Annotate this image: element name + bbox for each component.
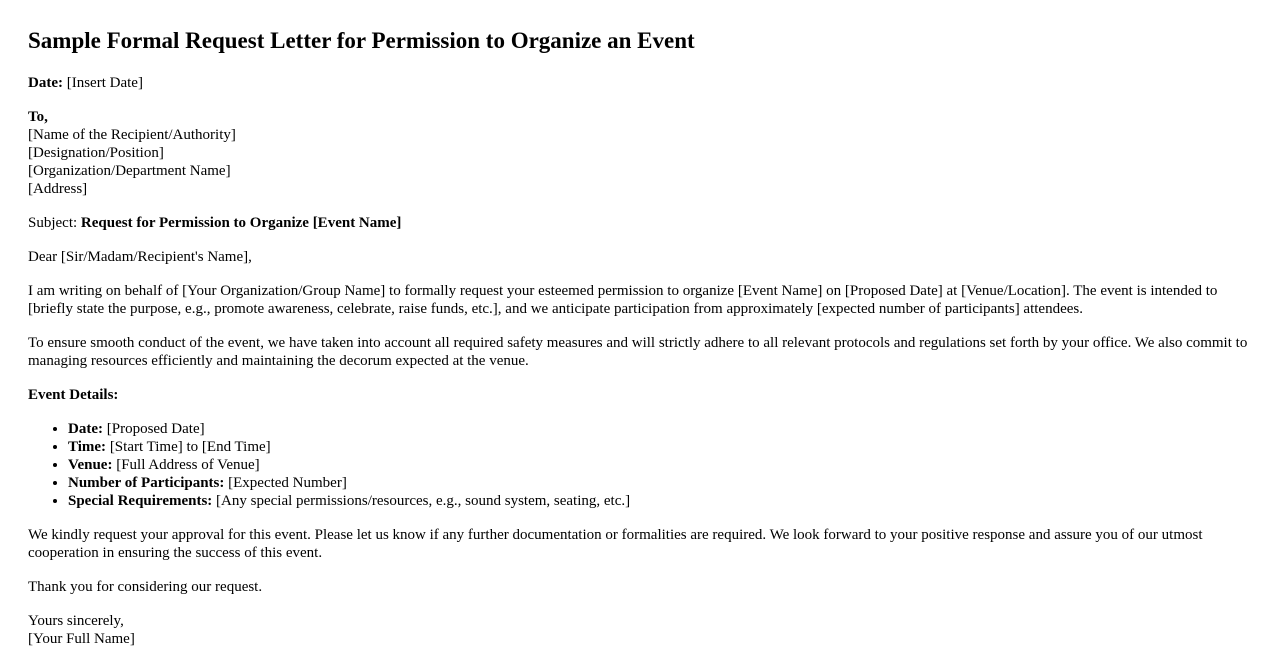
list-item [68,456,1250,474]
recipient-label: To, [28,109,48,125]
closing-paragraph-1: We kindly request your approval for this event. Please let us know if any further documentation or formalities are required. We look forward to your positive response and assure you of our utmost cooperation in ensuring the success of this event. [28,527,1203,561]
date-line [28,74,1250,92]
body-paragraph-2: To ensure smooth conduct of the event, we have taken into account all required safety measures and will strictly adhere to all relevant protocols and regulations set forth by your office. We also commit to managing resources efficiently and maintaining the decorum expected at the venue. [28,335,1248,369]
subject-label: Subject: [28,215,78,231]
event-details-heading [28,386,1250,404]
recipient-block [28,108,1250,198]
detail-value: [Proposed Date] [106,421,205,437]
detail-value: [Full Address of Venue] [116,457,260,473]
recipient-address: [Address] [28,181,88,197]
date-label: Date: [28,75,63,91]
detail-value: [Any special permissions/resources, e.g., sound system, seating, etc.] [216,493,631,509]
detail-label: Date: [68,421,103,437]
detail-label: Time: [68,439,107,455]
recipient-name: [Name of the Recipient/Authority] [28,127,236,143]
subject-line [28,214,1250,232]
closing-paragraph-2: Thank you for considering our request. [28,579,263,595]
detail-label: Venue: [68,457,113,473]
event-details-heading-text: Event Details: [28,387,119,403]
signoff-line: Yours sincerely, [28,613,124,629]
detail-label: Number of Participants: [68,475,225,491]
signoff-name: [Your Full Name] [28,631,135,647]
recipient-organization: [Organization/Department Name] [28,163,231,179]
detail-value: [Expected Number] [228,475,347,491]
subject-value: Request for Permission to Organize [Event Name] [80,215,402,231]
list-item [68,474,1250,492]
salutation: Dear [Sir/Madam/Recipient's Name], [28,249,252,265]
event-details-list [28,420,1250,510]
recipient-designation: [Designation/Position] [28,145,164,161]
list-item [68,492,1250,510]
body-paragraph-1: I am writing on behalf of [Your Organization/Group Name] to formally request your esteemed permission to organize [Event Name] on [Proposed Date] at [Venue/Location]. The event is intended to [briefly state the purpose, e.g., promote awareness, celebrate, raise funds, etc.], and we anticipate participation from approximately [expected number of participants] attendees. [28,283,1218,317]
page-title: Sample Formal Request Letter for Permission to Organize an Event [28,28,695,53]
list-item [68,438,1250,456]
detail-value: [Start Time] to [End Time] [109,439,271,455]
date-value: [Insert Date] [66,75,143,91]
detail-label: Special Requirements: [68,493,213,509]
signoff-block [28,612,1250,648]
list-item [68,420,1250,438]
